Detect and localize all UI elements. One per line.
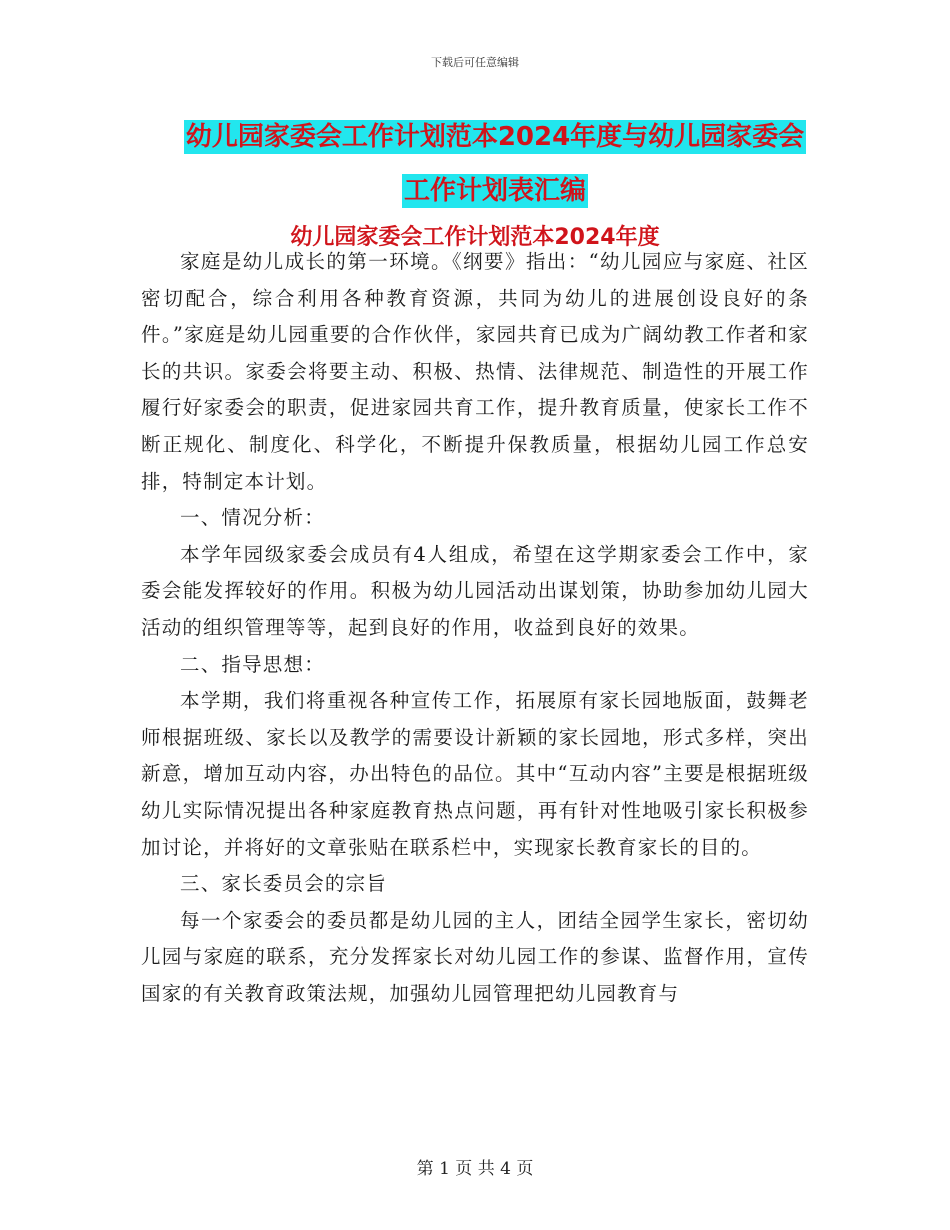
paragraph-purpose: 每一个家委会的委员都是幼儿园的主人，团结全园学生家长，密切幼儿园与家庭的联系，充分发挥家长对幼儿园工作的参谋、监督作用，宣传国家的有关教育政策法规，加强幼儿园管理把幼儿园教育与 bbox=[141, 908, 809, 1005]
section-title: 幼儿园家委会工作计划范本2024年度 bbox=[290, 225, 660, 250]
title-line-1: 幼儿园家委会工作计划范本2024年度与幼儿园家委会 bbox=[185, 122, 805, 152]
heading-situation-analysis: 一、情况分析： bbox=[180, 506, 325, 530]
paragraph-situation: 本学年园级家委会成员有4人组成，希望在这学期家委会工作中，家委会能发挥较好的作用。积极为幼儿园活动出谋划策，协助参加幼儿园大活动的组织管理等等，起到良好的作用，收益到良好的效果。 bbox=[141, 542, 809, 639]
heading-guiding-thought: 二、指导思想： bbox=[180, 652, 325, 676]
document-body bbox=[141, 244, 809, 1012]
heading-purpose: 三、家长委员会的宗旨 bbox=[180, 872, 388, 896]
title-line-2: 工作计划表汇编 bbox=[403, 176, 586, 206]
header-note: 下载后可任意编辑 bbox=[431, 56, 519, 69]
page-footer: 第 1 页 共 4 页 bbox=[416, 1159, 534, 1179]
paragraph-intro: 家庭是幼儿成长的第一环境。《纲要》指出：“幼儿园应与家庭、社区密切配合，综合利用各种教育资源，共同为幼儿的进展创设良好的条件。”家庭是幼儿园重要的合作伙伴，家园共育已成为广阔幼教工作者和家长的共识。家委会将要主动、积极、热情、法律规范、制造性的开展工作履行好家委会的职责，促进家园共育工作，提升教育质量，使家长工作不断正规化、制度化、科学化，不断提升保教质量，根据幼儿园工作总安排，特制定本计划。 bbox=[141, 250, 809, 493]
document-title bbox=[140, 110, 850, 218]
paragraph-guiding: 本学期，我们将重视各种宣传工作，拓展原有家长园地版面，鼓舞老师根据班级、家长以及教学的需要设计新颖的家长园地，形式多样，突出新意，增加互动内容，办出特色的品位。其中“互动内容”主要是根据班级幼儿实际情况提出各种家庭教育热点问题，再有针对性地吸引家长积极参加讨论，并将好的文章张贴在联系栏中，实现家长教育家长的目的。 bbox=[141, 689, 809, 859]
